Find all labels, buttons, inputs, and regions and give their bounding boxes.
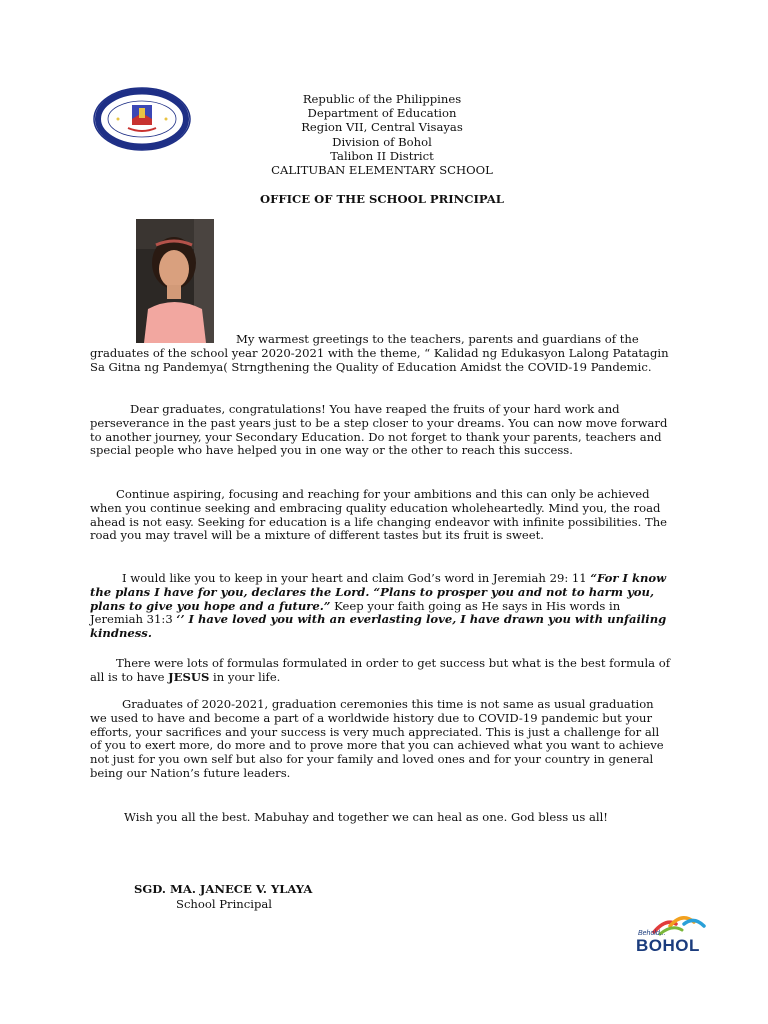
paragraph-greeting: My warmest greetings to the teachers, parents and guardians of the graduates of the school year 2020-2021 with the theme, “ Kalidad ng Edukasyon Lalong Patatagin Sa Gitna ng Pandemya( Strngthening the Quality of Education Amidst the COVID-19 Pandemic.: [90, 332, 669, 374]
paragraph-formula: [90, 657, 674, 685]
paragraph-scripture: [90, 572, 674, 641]
formula-jesus: JESUS: [168, 669, 210, 684]
signature-title: School Principal: [176, 897, 273, 911]
paragraph-graduates: Graduates of 2020-2021, graduation ceremonies this time is not same as usual graduation we used to have and become a part of a worldwide history due to COVID-19 pandemic but your efforts, your sacrifices and your success is very much appreciated. This is just a challenge for all of you to exert more, do more and to prove more that you can achieved what you want to achieve not just for you own self but also for your family and loved ones and for your country in general being our Nation’s future leaders.: [90, 697, 664, 780]
header-line-district: Talibon II District: [330, 148, 434, 163]
paragraph-congratulations: Dear graduates, congratulations! You have reaped the fruits of your hard work and perseverance in the past years just to be a step closer to your dreams. You can now move forward to another journey, your Secondary Education. Do not forget to thank your parents, teachers and special people who have helped you in one way or the other to reach this success.: [90, 402, 668, 458]
formula-text: There were lots of formulas formulated in order to get success but what is the best formula of all is to have: [90, 656, 671, 684]
principal-photo: [136, 219, 214, 343]
office-title: OFFICE OF THE SCHOOL PRINCIPAL: [260, 192, 504, 206]
scripture-jeremiah-31-3: ‘’ I have loved you with an everlasting love, I have drawn you with unfailing kindness.: [90, 612, 667, 641]
signature-name: SGD. MA. JANECE V. YLAYA: [134, 882, 313, 896]
scripture-bridge: Keep your faith going as He says in His words in Jeremiah 31:3: [90, 598, 621, 627]
header-line-republic: Republic of the Philippines: [302, 92, 462, 106]
header-line-region: Region VII, Central Visayas: [301, 120, 463, 135]
bohol-tagline: Behold...: [638, 930, 666, 937]
scripture-intro: I would like you to keep in your heart and claim God’s word in Jeremiah 29: 11: [122, 571, 591, 585]
scripture-jeremiah-29-11: “For I know the plans I have for you, declares the Lord. “Plans to prosper you and not to harm you, plans to give you hope and a future.”: [90, 571, 667, 613]
behold-bohol-logo: [632, 910, 712, 956]
deped-seal-logo: [92, 86, 192, 152]
header-line-division: Division of Bohol: [332, 134, 432, 149]
bohol-wordmark: BOHOL: [636, 936, 700, 955]
formula-end: in your life.: [209, 669, 281, 684]
paragraph-aspiring: Continue aspiring, focusing and reaching for your ambitions and this can only be achieved when you continue seeking and embracing quality education wholeheartedly. Mind you, the road ahead is not easy. Seeking for education is a life changing endeavor with infinite possibilities. The road you may travel will be a mixture of different tastes but its fruit is sweet.: [90, 487, 668, 543]
letterhead: [200, 92, 564, 177]
header-line-school: CALITUBAN ELEMENTARY SCHOOL: [271, 163, 493, 178]
paragraph-closing: Wish you all the best. Mabuhay and together we can heal as one. God bless us all!: [124, 810, 608, 824]
header-line-department: Department of Education: [307, 106, 457, 121]
